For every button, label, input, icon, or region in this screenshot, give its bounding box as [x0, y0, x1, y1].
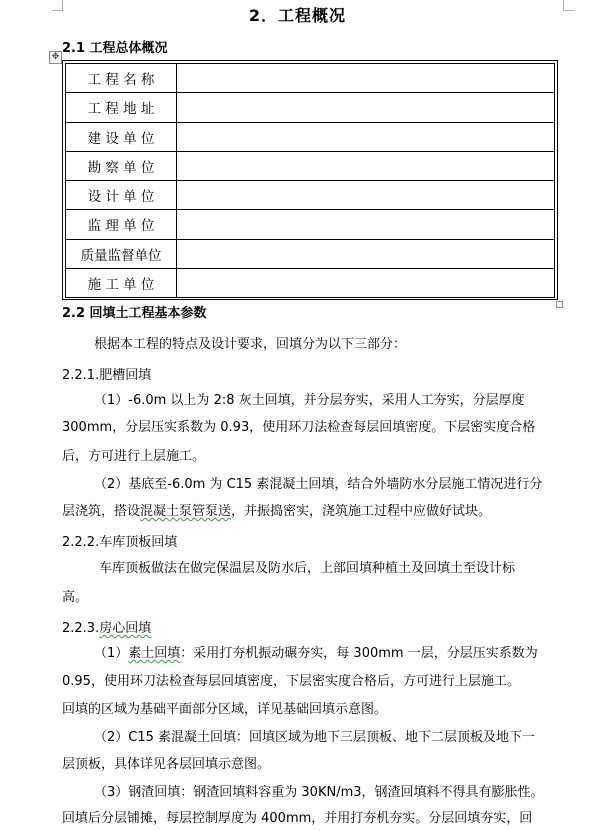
row-value-cell[interactable] — [177, 268, 555, 297]
spellcheck-flagged-text[interactable]: 混凝土泵管泵送 — [140, 504, 232, 519]
paragraph-line: （1）-6.0m 以上为 2:8 灰土回填，并分层夯实，采用人工夯实，分层厚度 — [94, 393, 525, 408]
row-value-cell[interactable] — [177, 181, 555, 210]
paragraph-line: 回填的区域为基础平面部分区域，详见基础回填示意图。 — [62, 702, 388, 717]
row-value-cell[interactable] — [177, 93, 555, 122]
row-label: 工 程 地 址 — [66, 93, 177, 122]
paragraph-line: 回填后分层铺摊，每层控制厚度为 400mm，并用打夯机夯实。分层回填夯实，回 — [62, 811, 533, 826]
paragraph-line: 车库顶板做法在做完保温层及防水后，上部回填种植土及回填土至设计标 — [99, 561, 516, 576]
paragraph-line: 高。 — [62, 590, 89, 605]
table-row — [66, 64, 555, 93]
subsection-heading-2-2-1 — [62, 364, 151, 383]
row-label: 工 程 名 称 — [66, 64, 177, 93]
table-row — [66, 268, 555, 297]
section-heading-2-1: 2.1 工程总体概况 — [62, 41, 168, 56]
section-heading-2-2: 2.2 回填土工程基本参数 — [62, 306, 207, 321]
row-label: 建 设 单 位 — [66, 122, 177, 151]
row-label: 设 计 单 位 — [66, 181, 177, 210]
chapter-title: 2．工程概况 — [248, 6, 347, 25]
row-value-cell[interactable] — [177, 239, 555, 268]
subsection-heading-2-2-3 — [62, 617, 151, 636]
spellcheck-flagged-text[interactable]: 素土回填 — [128, 646, 181, 661]
row-label: 质量监督单位 — [66, 239, 177, 268]
table-resize-handle[interactable] — [556, 301, 563, 308]
paragraph-line: 0.95，使用环刀法检查每层回填密度，下层密实度合格后，方可进行上层施工。 — [62, 674, 520, 689]
table-row — [66, 239, 555, 268]
text-run: ，并振捣密实，浇筑施工过程中应做好试块。 — [231, 504, 492, 519]
table-row — [66, 93, 555, 122]
subsection-number: 2.2.3. — [62, 621, 100, 636]
table-row — [66, 181, 555, 210]
subsection-title: 车库顶板回填 — [99, 535, 178, 550]
row-value-cell[interactable] — [177, 210, 555, 239]
row-label: 施 工 单 位 — [66, 268, 177, 297]
table-row — [66, 122, 555, 151]
text-run: 层浇筑，搭设 — [62, 504, 141, 519]
row-label: 监 理 单 位 — [66, 210, 177, 239]
row-value-cell[interactable] — [177, 64, 555, 93]
paragraph-line: 层顶板，具体详见各层回填示意图。 — [62, 757, 271, 772]
subsection-title: 房心回填 — [99, 621, 152, 636]
paragraph-line: 后，方可进行上层施工。 — [62, 449, 206, 464]
subsection-number: 2.2.2. — [62, 535, 100, 550]
paragraph-line: （2）C15 素混凝土回填：回填区域为地下三层顶板、地下二层顶板及地下一 — [94, 730, 536, 745]
subsection-title: 肥槽回填 — [99, 368, 152, 383]
paragraph-line: （3）钢渣回填：钢渣回填料容重为 30KN/m3，钢渣回填料不得具有膨胀性。 — [94, 785, 544, 800]
text-run: （1） — [94, 646, 129, 661]
text-run: ：采用打夯机振动碾夯实，每 300mm 一层，分层压实系数为 — [180, 646, 538, 661]
subsection-number: 2.2.1. — [62, 368, 100, 383]
paragraph-line — [94, 645, 538, 663]
paragraph-line: （2）基底至-6.0m 为 C15 素混凝土回填，结合外墙防水分层施工情况进行分 — [94, 477, 543, 492]
table-row — [66, 210, 555, 239]
paragraph-line — [62, 503, 491, 521]
table-move-handle-icon[interactable]: ✥ — [49, 51, 62, 64]
paragraph-line: 300mm，分层压实系数为 0.93，使用环刀法检查每层回填密度。下层密实度合格 — [62, 420, 536, 435]
subsection-heading-2-2-2 — [62, 531, 177, 550]
table-row — [66, 151, 555, 180]
intro-paragraph: 根据本工程的特点及设计要求，回填分为以下三部分： — [94, 337, 407, 352]
row-value-cell[interactable] — [177, 151, 555, 180]
row-value-cell[interactable] — [177, 122, 555, 151]
project-info-table — [62, 60, 558, 300]
row-label: 勘 察 单 位 — [66, 151, 177, 180]
